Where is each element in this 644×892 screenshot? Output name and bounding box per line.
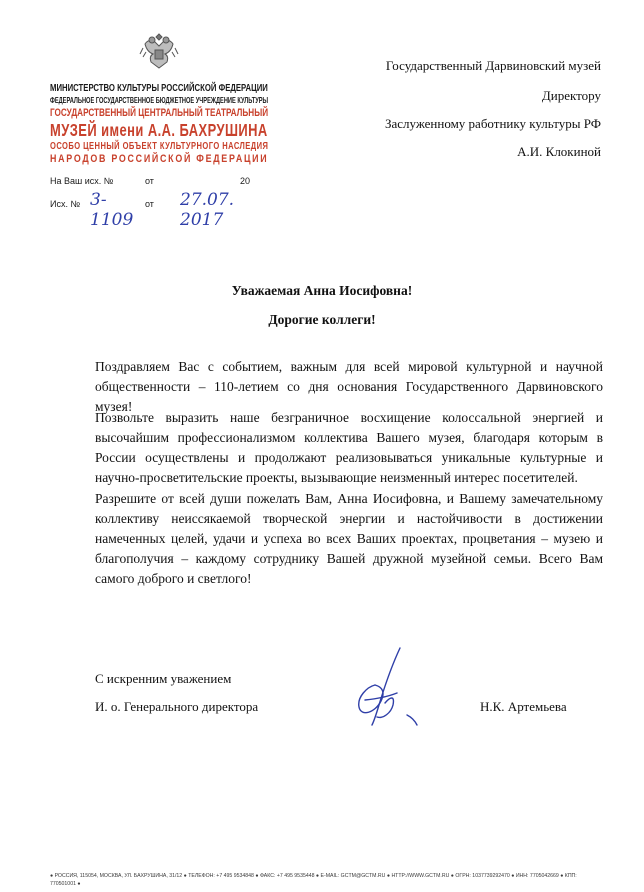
ministry-name: МИНИСТЕРСТВО КУЛЬТУРЫ РОССИЙСКОЙ ФЕДЕРАЦИИ <box>50 83 268 94</box>
incoming-reference-line <box>50 176 251 186</box>
coat-of-arms-icon <box>137 30 181 74</box>
museum-name-line1: ГОСУДАРСТВЕННЫЙ ЦЕНТРАЛЬНЫЙ ТЕАТРАЛЬНЫЙ <box>50 107 269 119</box>
addressee-title: Заслуженному работнику культуры РФ <box>384 116 601 131</box>
body-paragraph-3: Разрешите от всей души пожелать Вам, Анна Иосифовна, и Вашему замечательному коллективу неиссякаемой творческой энергии и настойчивости в достижении намеченных целей, удачи и успеха во всех Ваших проектах, процветания – музею и благополучия – каждому сотруднику Вашей дружной музейной семьи. Всего Вам самого доброго и светлого! <box>95 491 603 586</box>
year-label: 20 <box>240 176 251 186</box>
from-label: от <box>145 176 154 186</box>
heritage-line1: ОСОБО ЦЕННЫЙ ОБЪЕКТ КУЛЬТУРНОГО НАСЛЕДИЯ <box>50 141 269 152</box>
outgoing-from-label: от <box>145 199 154 209</box>
footer-contacts: ● РОССИЯ, 115054, МОСКВА, УЛ. БАХРУШИНА, 31/12 ● ТЕЛЕФОН: +7 495 9534848 ● ФАКС: +7 495 9535448 ● E-MAIL: GCTM@GCTM.RU ● HTTP://WWW.GCTM.RU ● ОГРН: 1037739292470 ● ИНН: 7705042669 ● КПП: 770501001 ● <box>50 873 577 887</box>
addressee-position: Директору <box>541 88 601 103</box>
addressee-organization: Государственный Дарвиновский музей <box>385 58 601 73</box>
addressee-name: А.И. Клокиной <box>517 144 601 159</box>
museum-name-line2: МУЗЕЙ имени А.А. БАХРУШИНА <box>50 120 268 140</box>
outgoing-reference-line <box>50 190 235 230</box>
salutation-secondary: Дорогие коллеги! <box>268 312 376 327</box>
outgoing-date: 27.07. 2017 <box>180 190 235 230</box>
institution-type: ФЕДЕРАЛЬНОЕ ГОСУДАРСТВЕННОЕ БЮДЖЕТНОЕ УЧРЕЖДЕНИЕ КУЛЬТУРЫ <box>50 96 269 105</box>
salutation-primary: Уважаемая Анна Иосифовна! <box>231 283 413 298</box>
body-paragraph-1: Поздравляем Вас с событием, важным для всей мировой культурной и научной общественности – 110-летием со дня основания Государственного Дарвиновского музея! <box>95 359 603 414</box>
your-ref-label: На Ваш исх. № <box>50 176 114 186</box>
closing-regards: С искренним уважением <box>95 671 232 686</box>
heritage-line2: НАРОДОВ РОССИЙСКОЙ ФЕДЕРАЦИИ <box>50 153 269 165</box>
body-paragraph-2: Позвольте выразить наше безграничное восхищение колоссальной энергией и высочайшим профессионализмом коллектива Вашего музея, благодаря которым в России осуществлены и продолжают реализовываться уникальные культурные и научно-просветительские проекты, вызывающие неизменный интерес посетителей. <box>95 410 603 485</box>
handwritten-signature-icon <box>345 645 430 730</box>
signatory-name: Н.К. Артемьева <box>480 699 567 714</box>
signatory-position: И. о. Генерального директора <box>95 699 259 714</box>
outgoing-label: Исх. № <box>50 199 81 209</box>
outgoing-number: 3-1109 <box>90 190 134 230</box>
